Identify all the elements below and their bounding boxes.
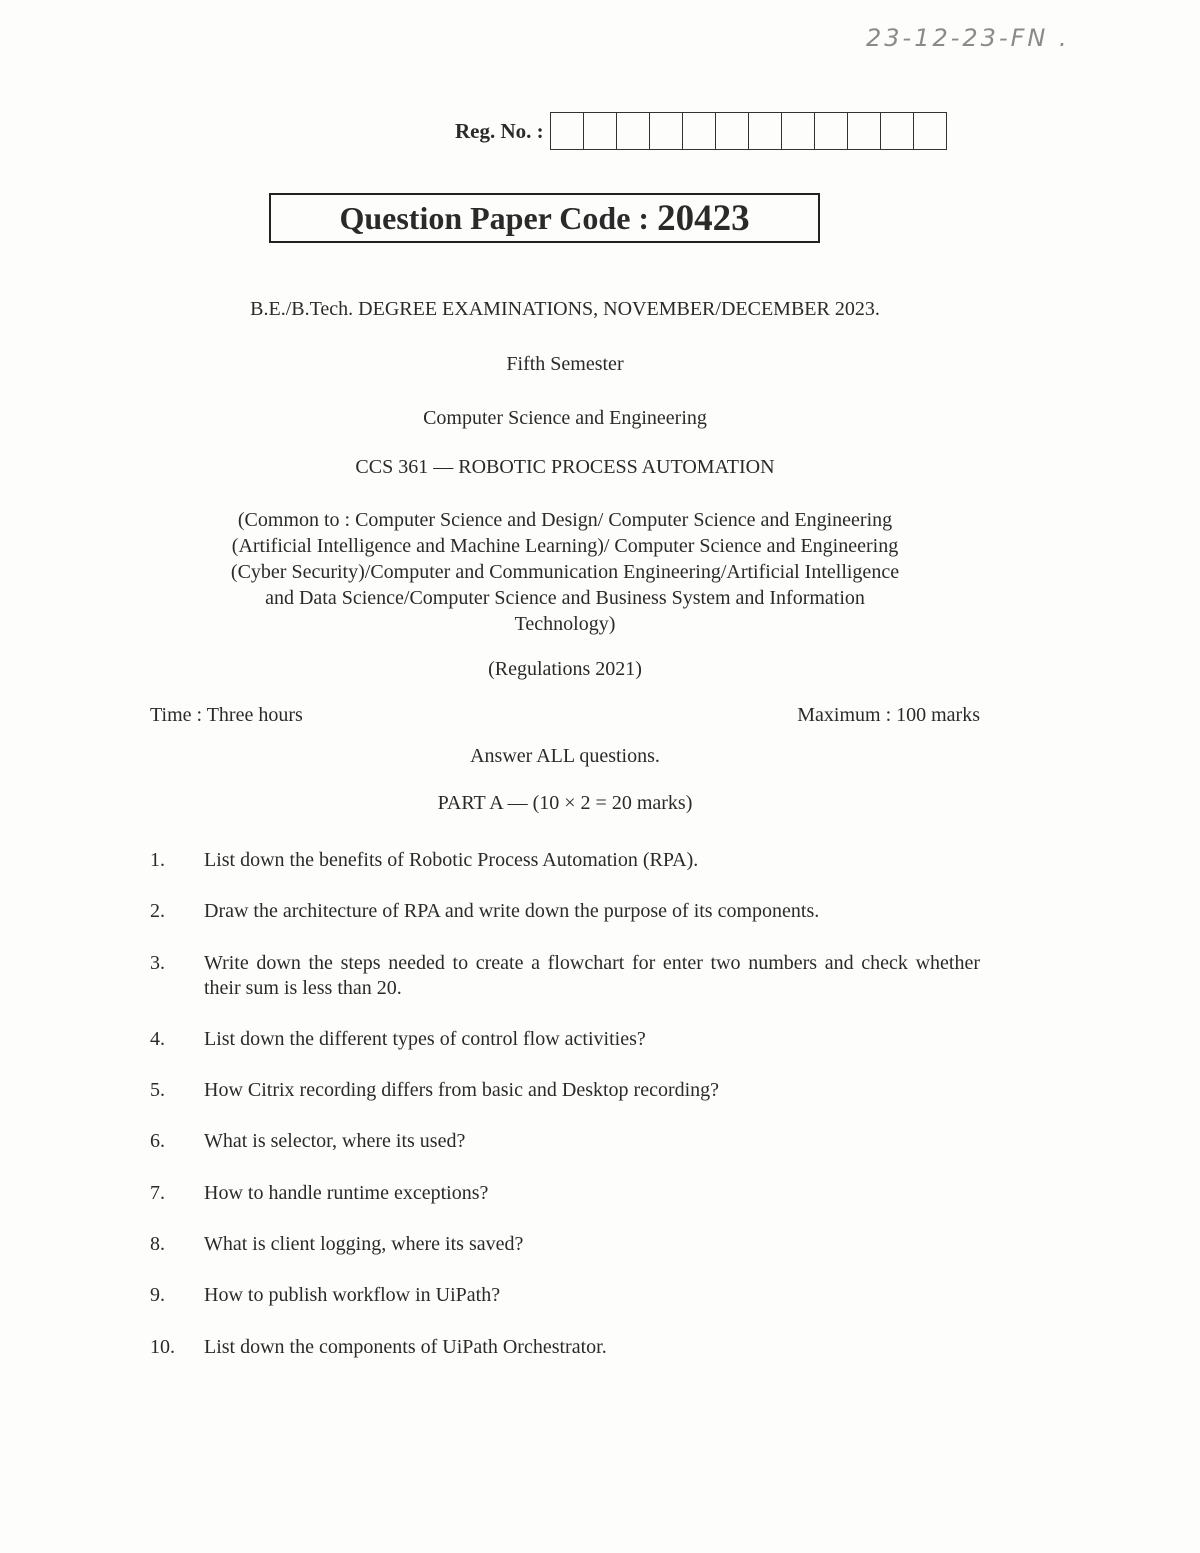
reg-no-box (881, 113, 914, 149)
reg-no-box (782, 113, 815, 149)
common-to-line: Technology) (514, 613, 616, 635)
question-text: Write down the steps needed to create a flowchart for enter two numbers and check whether their sum is less than 20. (204, 952, 980, 999)
question-number: 4. (150, 1028, 165, 1050)
question-number: 6. (150, 1130, 165, 1152)
question-number: 5. (150, 1079, 165, 1101)
instructions-line: Answer ALL questions. (470, 745, 660, 767)
reg-no-box (815, 113, 848, 149)
question-number: 2. (150, 900, 165, 922)
handwritten-date-note: 23-12-23-FN . (866, 24, 1070, 52)
question-number: 1. (150, 849, 165, 871)
question-text: How to publish workflow in UiPath? (204, 1284, 501, 1306)
question-text: What is client logging, where its saved? (204, 1233, 524, 1255)
question-number: 7. (150, 1182, 165, 1204)
reg-no-label: Reg. No. : (455, 118, 544, 143)
reg-no-boxes (550, 112, 947, 150)
department-line: Computer Science and Engineering (423, 407, 707, 429)
semester-line: Fifth Semester (506, 353, 624, 375)
reg-no-box (716, 113, 749, 149)
question-item (150, 848, 980, 873)
reg-no-box (683, 113, 716, 149)
reg-no-box (650, 113, 683, 149)
question-number: 8. (150, 1233, 165, 1255)
max-marks-label: Maximum : 100 marks (797, 704, 980, 726)
question-text: List down the benefits of Robotic Process Automation (RPA). (204, 849, 699, 871)
question-text: How Citrix recording differs from basic and Desktop recording? (204, 1079, 720, 1101)
regulations-line: (Regulations 2021) (488, 658, 642, 680)
question-item (150, 1283, 980, 1308)
common-to-line: (Artificial Intelligence and Machine Learning)/ Computer Science and Engineering (231, 535, 899, 557)
question-paper-code-box (269, 193, 820, 243)
question-text: Draw the architecture of RPA and write down the purpose of its components. (204, 900, 820, 922)
question-text: List down the components of UiPath Orchestrator. (204, 1336, 607, 1358)
question-text: What is selector, where its used? (204, 1130, 466, 1152)
time-label: Time : Three hours (150, 704, 303, 726)
common-to-line: and Data Science/Computer Science and Business System and Information (265, 587, 865, 609)
question-item (150, 951, 980, 1001)
common-to-line: (Cyber Security)/Computer and Communication Engineering/Artificial Intelligence (230, 561, 900, 583)
common-to-line: (Common to : Computer Science and Design/ Computer Science and Engineering (237, 509, 893, 531)
code-number: 20423 (657, 197, 750, 239)
question-text: How to handle runtime exceptions? (204, 1182, 489, 1204)
part-a-heading: PART A — (10 × 2 = 20 marks) (437, 792, 693, 814)
degree-line: B.E./B.Tech. DEGREE EXAMINATIONS, NOVEMBER/DECEMBER 2023. (250, 298, 880, 320)
course-title: CCS 361 — ROBOTIC PROCESS AUTOMATION (355, 456, 775, 478)
question-number: 9. (150, 1284, 165, 1306)
reg-no-box (617, 113, 650, 149)
code-label: Question Paper Code : (339, 199, 650, 236)
reg-no-box (584, 113, 617, 149)
reg-no-box (749, 113, 782, 149)
question-number: 10. (150, 1336, 175, 1358)
question-item (150, 1078, 980, 1103)
question-item (150, 899, 980, 924)
question-item (150, 1335, 980, 1360)
question-number: 3. (150, 952, 165, 974)
common-to-block (150, 507, 980, 637)
reg-no-box (914, 113, 947, 149)
reg-no-box (848, 113, 881, 149)
question-text: List down the different types of control flow activities? (204, 1028, 646, 1050)
registration-number-row (455, 112, 947, 150)
reg-no-box (551, 113, 584, 149)
question-item (150, 1232, 980, 1257)
question-item (150, 1027, 980, 1052)
question-item (150, 1181, 980, 1206)
question-item (150, 1129, 980, 1154)
